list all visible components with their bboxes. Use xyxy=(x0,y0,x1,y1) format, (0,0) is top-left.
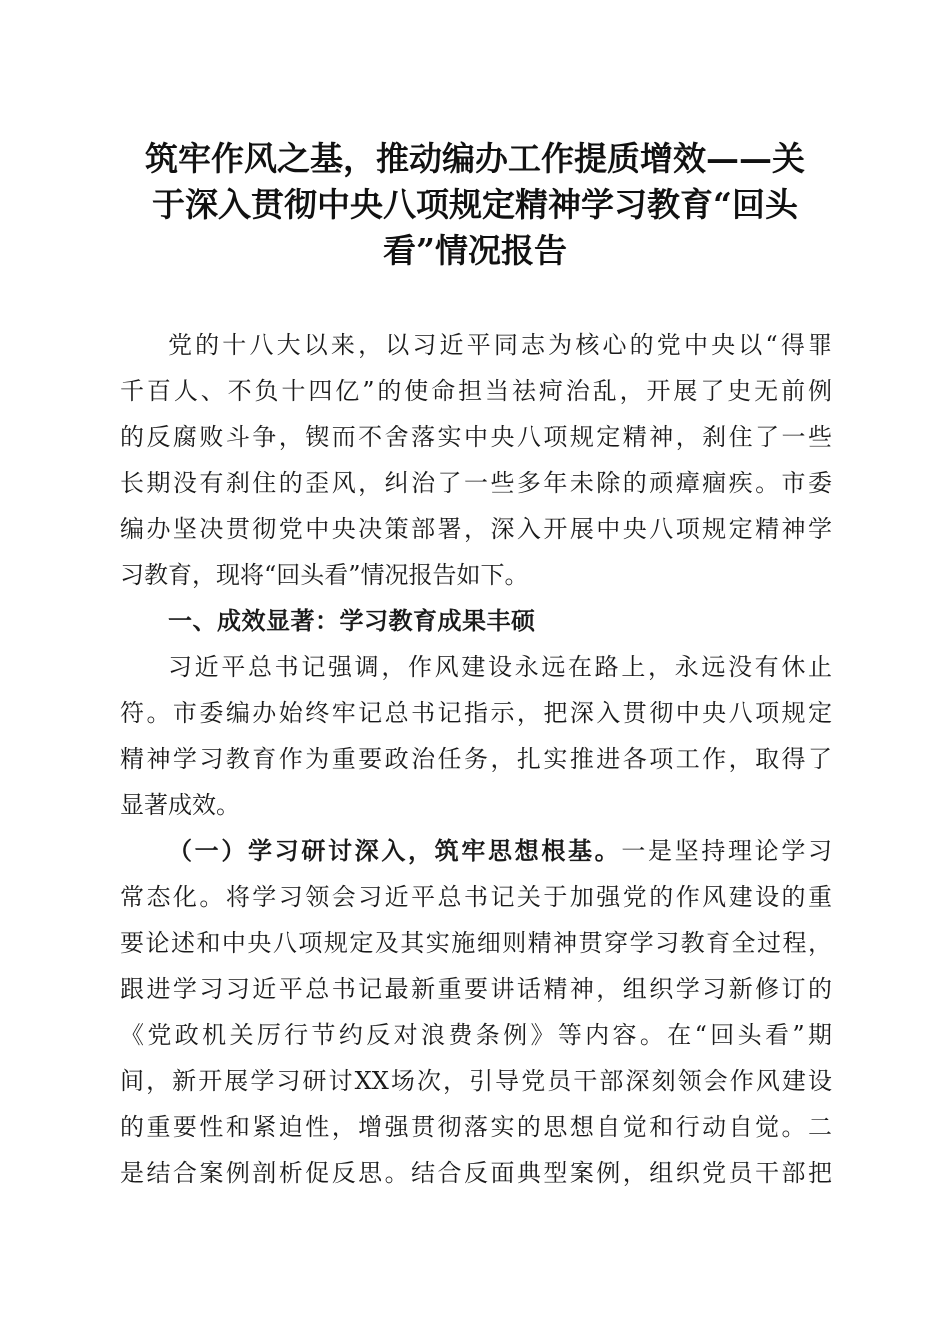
subsection1-line-6: 间，新开展学习研讨XX场次，引导党员干部深刻领会作风建设 xyxy=(120,1067,832,1095)
section1-line-4: 显著成效。 xyxy=(120,791,240,819)
section1-line-1: 习近平总书记强调，作风建设永远在路上，永远没有休止 xyxy=(168,653,832,681)
title-line-3: 看”情况报告 xyxy=(383,231,567,270)
intro-line-6: 习教育，现将“回头看”情况报告如下。 xyxy=(120,561,529,589)
intro-paragraph xyxy=(120,322,832,598)
intro-line-1: 党的十八大以来，以习近平同志为核心的党中央以“得罪 xyxy=(168,331,832,359)
subsection1-heading: （一）学习研讨深入，筑牢思想根基。 xyxy=(168,836,622,865)
subsection1-paragraph xyxy=(120,828,832,1196)
subsection1-line-4: 跟进学习习近平总书记最新重要讲话精神，组织学习新修订的 xyxy=(120,975,832,1003)
subsection1-line-2: 常态化。将学习领会习近平总书记关于加强党的作风建设的重 xyxy=(120,883,832,911)
subsection1-line-5: 《党政机关厉行节约反对浪费条例》等内容。在“回头看”期 xyxy=(120,1021,832,1049)
intro-line-4: 长期没有刹住的歪风，纠治了一些多年未除的顽瘴痼疾。市委 xyxy=(120,469,832,497)
title-line-1: 筑牢作风之基，推动编办工作提质增效——关 xyxy=(145,139,805,178)
section1-line-3: 精神学习教育作为重要政治任务，扎实推进各项工作，取得了 xyxy=(120,745,832,773)
report-title xyxy=(118,136,832,274)
intro-line-3: 的反腐败斗争，锲而不舍落实中央八项规定精神，刹住了一些 xyxy=(120,423,832,451)
intro-line-2: 千百人、不负十四亿”的使命担当祛疴治乱，开展了史无前例 xyxy=(120,377,832,405)
subsection1-line-8: 是结合案例剖析促反思。结合反面典型案例，组织党员干部把 xyxy=(120,1159,832,1187)
section1-paragraph xyxy=(120,644,832,828)
report-body xyxy=(120,322,832,1196)
intro-line-5: 编办坚决贯彻党中央决策部署，深入开展中央八项规定精神学 xyxy=(120,515,832,543)
section1-line-2: 符。市委编办始终牢记总书记指示，把深入贯彻中央八项规定 xyxy=(120,699,832,727)
subsection1-line-7: 的重要性和紧迫性，增强贯彻落实的思想自觉和行动自觉。二 xyxy=(120,1113,832,1141)
section-heading-1: 一、成效显著：学习教育成果丰硕 xyxy=(168,607,536,635)
subsection1-line-3: 要论述和中央八项规定及其实施细则精神贯穿学习教育全过程， xyxy=(120,929,832,957)
subsection1-first-line xyxy=(120,828,832,874)
title-line-2: 于深入贯彻中央八项规定精神学习教育“回头 xyxy=(152,185,798,224)
subsection1-first-rest: 一是坚持理论学习 xyxy=(621,837,833,865)
